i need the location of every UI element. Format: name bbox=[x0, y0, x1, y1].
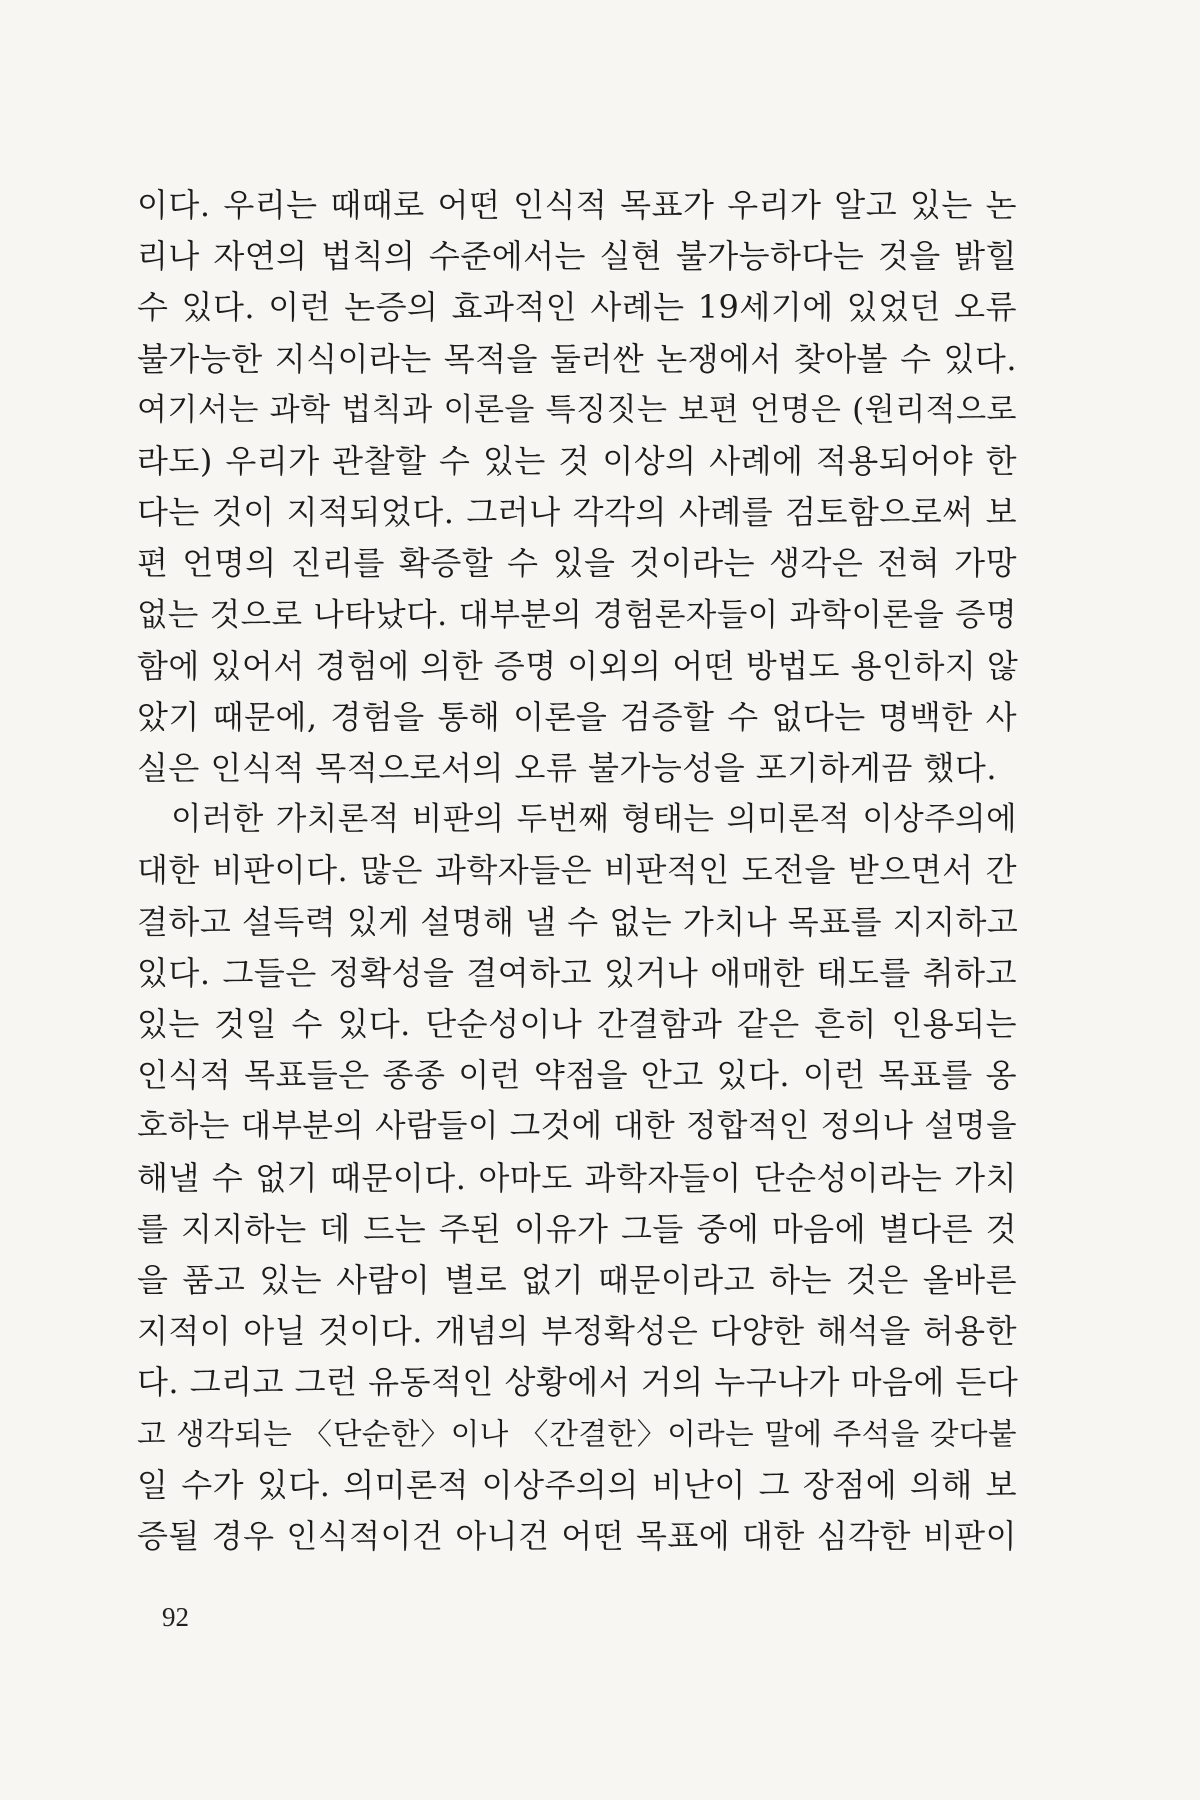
text-line: 라도) 우리가 관찰할 수 있는 것 이상의 사례에 적용되어야 한 bbox=[137, 441, 1017, 480]
text-line: 를 지지하는 데 드는 주된 이유가 그들 중에 마음에 별다른 것 bbox=[137, 1209, 1017, 1248]
text-line: 불가능한 지식이라는 목적을 둘러싼 논쟁에서 찾아볼 수 있다. bbox=[137, 339, 1017, 378]
paragraph-1 bbox=[137, 180, 1017, 794]
text-line: 호하는 대부분의 사람들이 그것에 대한 정합적인 정의나 설명을 bbox=[137, 1108, 1017, 1145]
text-line: 을 품고 있는 사람이 별로 없기 때문이라고 하는 것은 올바른 bbox=[137, 1260, 1017, 1299]
text-line: 다. 그리고 그런 유동적인 상황에서 거의 누구나가 마음에 든다 bbox=[137, 1363, 1019, 1402]
text-line: 여기서는 과학 법칙과 이론을 특징짓는 보편 언명은 (원리적으로 bbox=[137, 391, 1017, 428]
text-line: 있다. 그들은 정확성을 결여하고 있거나 애매한 태도를 취하고 bbox=[137, 953, 1017, 992]
text-line: 지적이 아닐 것이다. 개념의 부정확성은 다양한 해석을 허용한 bbox=[137, 1312, 1017, 1351]
text-line: 함에 있어서 경험에 의한 증명 이외의 어떤 방법도 용인하지 않 bbox=[137, 646, 1019, 685]
text-line: 편 언명의 진리를 확증할 수 있을 것이라는 생각은 전혀 가망 bbox=[137, 544, 1017, 583]
paragraph-2 bbox=[137, 794, 1017, 1562]
text-line: 대한 비판이다. 많은 과학자들은 비판적인 도전을 받으면서 간 bbox=[137, 851, 1017, 890]
text-line: 수 있다. 이런 논증의 효과적인 사례는 19세기에 있었던 오류 bbox=[137, 288, 1017, 327]
text-line: 결하고 설득력 있게 설명해 낼 수 없는 가치나 목표를 지지하고 bbox=[137, 902, 1019, 941]
text-line: 고 생각되는 〈단순한〉이나 〈간결한〉이라는 말에 주석을 갖다붙 bbox=[137, 1416, 1017, 1451]
text-line: 실은 인식적 목적으로서의 오류 불가능성을 포기하게끔 했다. bbox=[137, 749, 998, 788]
text-line: 았기 때문에, 경험을 통해 이론을 검증할 수 없다는 명백한 사 bbox=[137, 697, 1017, 736]
text-line: 다는 것이 지적되었다. 그러나 각각의 사례를 검토함으로써 보 bbox=[137, 493, 1017, 532]
text-line: 있는 것일 수 있다. 단순성이나 간결함과 같은 흔히 인용되는 bbox=[137, 1005, 1017, 1043]
text-line: 없는 것으로 나타났다. 대부분의 경험론자들이 과학이론을 증명 bbox=[137, 596, 1017, 633]
text-line: 증될 경우 인식적이건 아니건 어떤 목표에 대한 심각한 비판이 bbox=[137, 1516, 1017, 1555]
body-text bbox=[137, 180, 1017, 1562]
text-line: 리나 자연의 법칙의 수준에서는 실현 불가능하다는 것을 밝힐 bbox=[137, 237, 1017, 276]
text-line: 일 수가 있다. 의미론적 이상주의의 비난이 그 장점에 의해 보 bbox=[137, 1465, 1017, 1504]
page-number: 92 bbox=[162, 1602, 189, 1632]
text-line: 해낼 수 없기 때문이다. 아마도 과학자들이 단순성이라는 가치 bbox=[137, 1158, 1017, 1197]
text-line: 인식적 목표들은 종종 이런 약점을 안고 있다. 이런 목표를 옹 bbox=[137, 1056, 1017, 1095]
text-line: 이러한 가치론적 비판의 두번째 형태는 의미론적 이상주의에 bbox=[171, 801, 1017, 838]
text-line: 이다. 우리는 때때로 어떤 인식적 목표가 우리가 알고 있는 논 bbox=[137, 186, 1017, 224]
